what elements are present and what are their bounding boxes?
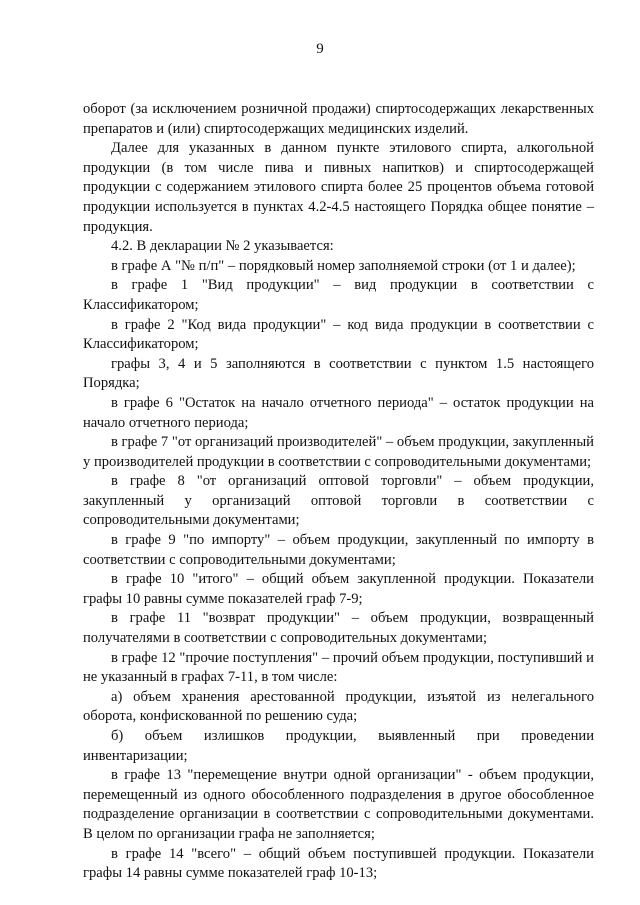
paragraph-12: в графе 10 "итого" – общий объем закупленной продукции. Показатели графы 10 равны сумме показателей граф 7-9; — [83, 571, 594, 607]
page-number: 9 — [316, 41, 324, 57]
paragraph-13: в графе 11 "возврат продукции" – объем продукции, возвращенный получателями в соответствии с сопроводительных документами; — [83, 610, 594, 647]
paragraph-11: в графе 9 "по импорту" – объем продукции, закупленный по импорту в соответствии с сопроводительными документами; — [83, 532, 594, 568]
paragraph-8: в графе 6 "Остаток на начало отчетного периода" – остаток продукции на начало отчетного периода; — [83, 394, 594, 431]
paragraph-17: в графе 13 "перемещение внутри одной организации" - объем продукции, перемещенный из одного обособленного подразделения в другое обособленное подразделение организации в соответствии с сопроводительными документами. В целом по организации графа не заполняется; — [83, 767, 594, 842]
paragraph-15: а) объем хранения арестованной продукции, изъятой из нелегального оборота, конфискованной по решению суда; — [83, 688, 594, 725]
paragraph-6: в графе 2 "Код вида продукции" – код вида продукции в соответствии с Классификатором; — [83, 316, 594, 353]
paragraph-7: графы 3, 4 и 5 заполняются в соответствии с пунктом 1.5 настоящего Порядка; — [83, 355, 594, 392]
paragraph-1: оборот (за исключением розничной продажи) спиртосодержащих лекарственных препаратов и (или) спиртосодержащих медицинских изделий. — [83, 101, 594, 137]
paragraph-14: в графе 12 "прочие поступления" – прочий объем продукции, поступивший и не указанный в графах 7-11, в том числе: — [83, 649, 594, 686]
paragraph-18: в графе 14 "всего" – общий объем поступившей продукции. Показатели графы 14 равны сумме показателей граф 10-13; — [83, 845, 594, 882]
paragraph-16: б) объем излишков продукции, выявленный при проведении инвентаризации; — [83, 728, 594, 764]
paragraph-2: Далее для указанных в данном пункте этилового спирта, алкогольной продукции (в том числе пива и пивных напитков) и спиртосодержащей продукции с содержанием этилового спирта более 25 процентов объема готовой продукции используется в пунктах 4.2-4.5 настоящего Порядка общее понятие – продукция. — [83, 140, 594, 235]
paragraph-9: в графе 7 "от организаций производителей" – объем продукции, закупленный у производителей продукции в соответствии с сопроводительными документами; — [83, 434, 594, 470]
paragraph-3: 4.2. В декларации № 2 указывается: — [111, 238, 334, 255]
document-body — [83, 100, 594, 884]
paragraph-5: в графе 1 "Вид продукции" – вид продукции в соответствии с Классификатором; — [83, 277, 594, 313]
paragraph-4: в графе А "№ п/п" – порядковый номер заполняемой строки (от 1 и далее); — [111, 257, 576, 274]
paragraph-10: в графе 8 "от организаций оптовой торговли" – объем продукции, закупленный у организаций оптовой торговли в соответствии с сопроводительными документами; — [83, 473, 594, 529]
